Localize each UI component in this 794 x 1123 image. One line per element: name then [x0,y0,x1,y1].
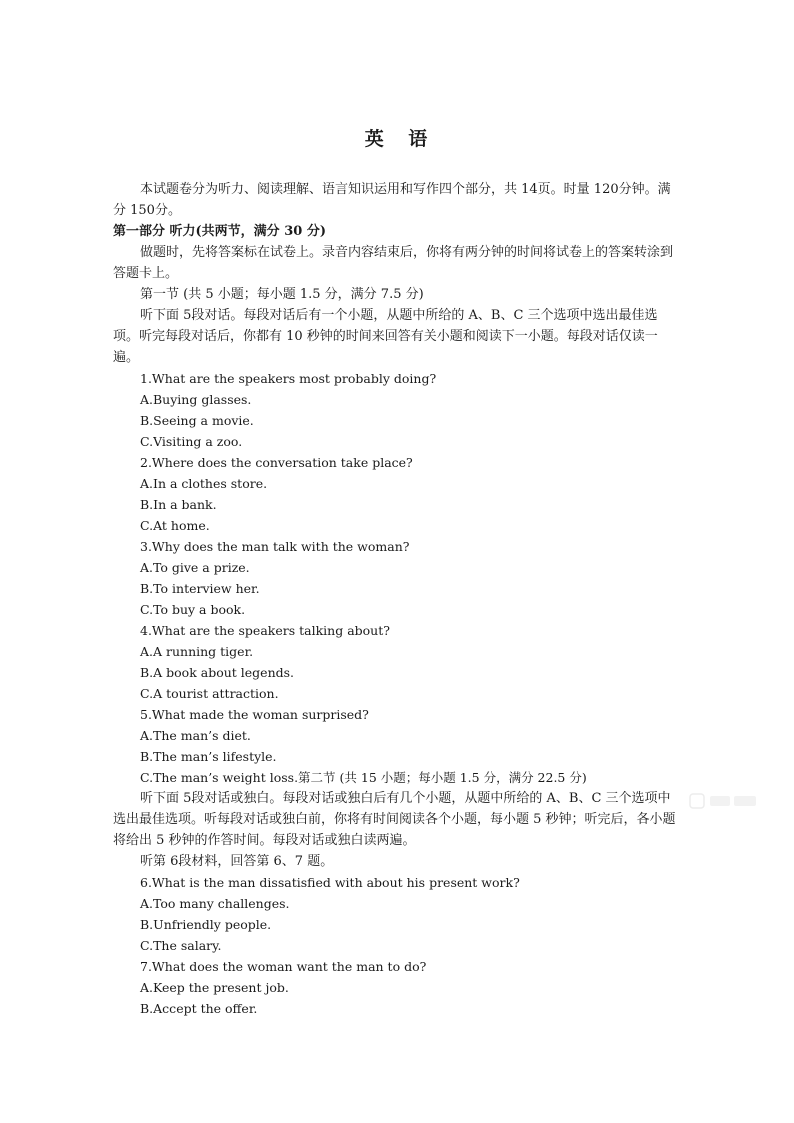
question-1-option-b: B.Seeing a movie. [140,413,254,428]
question-3-option-c: C.To buy a book. [140,602,246,617]
watermark-logo [688,790,760,812]
question-2: 2.Where does the conversation take place? [140,455,413,470]
question-5: 5.What made the woman surprised? [140,707,369,722]
part1-instructions: 做题时，先将答案标在试卷上。录音内容结束后，你将有两分钟的时间将试卷上的答案转涂到答题卡上。 [113,245,674,281]
question-6-option-c: C.The salary. [140,938,222,953]
exam-content [113,179,683,1019]
question-4-option-a: A.A running tiger. [140,644,254,659]
page-title: 英 语 [364,128,430,150]
question-4-option-c: C.A tourist attraction. [140,686,279,701]
part1-heading: 第一部分 听力(共两节，满分 30 分) [113,224,326,239]
question-5-option-b: B.The man’s lifestyle. [140,749,277,764]
question-3-option-b: B.To interview her. [140,581,260,596]
question-1: 1.What are the speakers most probably doing? [140,371,437,386]
question-4: 4.What are the speakers talking about? [140,623,390,638]
section2-instructions: 听下面 5段对话或独白。每段对话或独白后有几个小题，从题中所给的 A、B、C 三个选项中选出最佳选项。听每段对话或独白前，你将有时间阅读各个小题，每小题 5 秒钟；听完后，各小题将给出 5 秒钟的作答时间。每段对话或独白读两遍。 [113,791,676,848]
question-7-option-a: A.Keep the present job. [140,980,289,995]
question-5-option-c-line [113,767,683,788]
question-6-option-a: A.Too many challenges. [140,896,290,911]
question-5-option-c: C.The man’s weight loss. [140,770,299,785]
question-7-option-b: B.Accept the offer. [140,1001,258,1016]
section1-heading: 第一节 (共 5 小题；每小题 1.5 分，满分 7.5 分) [140,287,424,302]
material6-heading: 听第 6段材料，回答第 6、7 题。 [140,854,334,869]
question-2-option-a: A.In a clothes store. [140,476,268,491]
question-3: 3.Why does the man talk with the woman? [140,539,410,554]
intro-paragraph: 本试题卷分为听力、阅读理解、语言知识运用和写作四个部分，共 14页。时量 120分钟。满分 150分。 [113,182,671,218]
question-2-option-b: B.In a bank. [140,497,217,512]
question-4-option-b: B.A book about legends. [140,665,295,680]
question-6: 6.What is the man dissatisfied with about his present work? [140,875,520,890]
question-2-option-c: C.At home. [140,518,210,533]
question-5-option-a: A.The man’s diet. [140,728,251,743]
question-6-option-b: B.Unfriendly people. [140,917,272,932]
question-7: 7.What does the woman want the man to do? [140,959,427,974]
section2-heading: 第二节 (共 15 小题；每小题 1.5 分，满分 22.5 分) [298,770,587,785]
question-1-option-a: A.Buying glasses. [140,392,252,407]
question-1-option-c: C.Visiting a zoo. [140,434,243,449]
section1-instructions: 听下面 5段对话。每段对话后有一个小题，从题中所给的 A、B、C 三个选项中选出最佳选项。听完每段对话后，你都有 10 秒钟的时间来回答有关小题和阅读下一小题。每段对话仅读一遍。 [113,308,658,365]
question-3-option-a: A.To give a prize. [140,560,250,575]
